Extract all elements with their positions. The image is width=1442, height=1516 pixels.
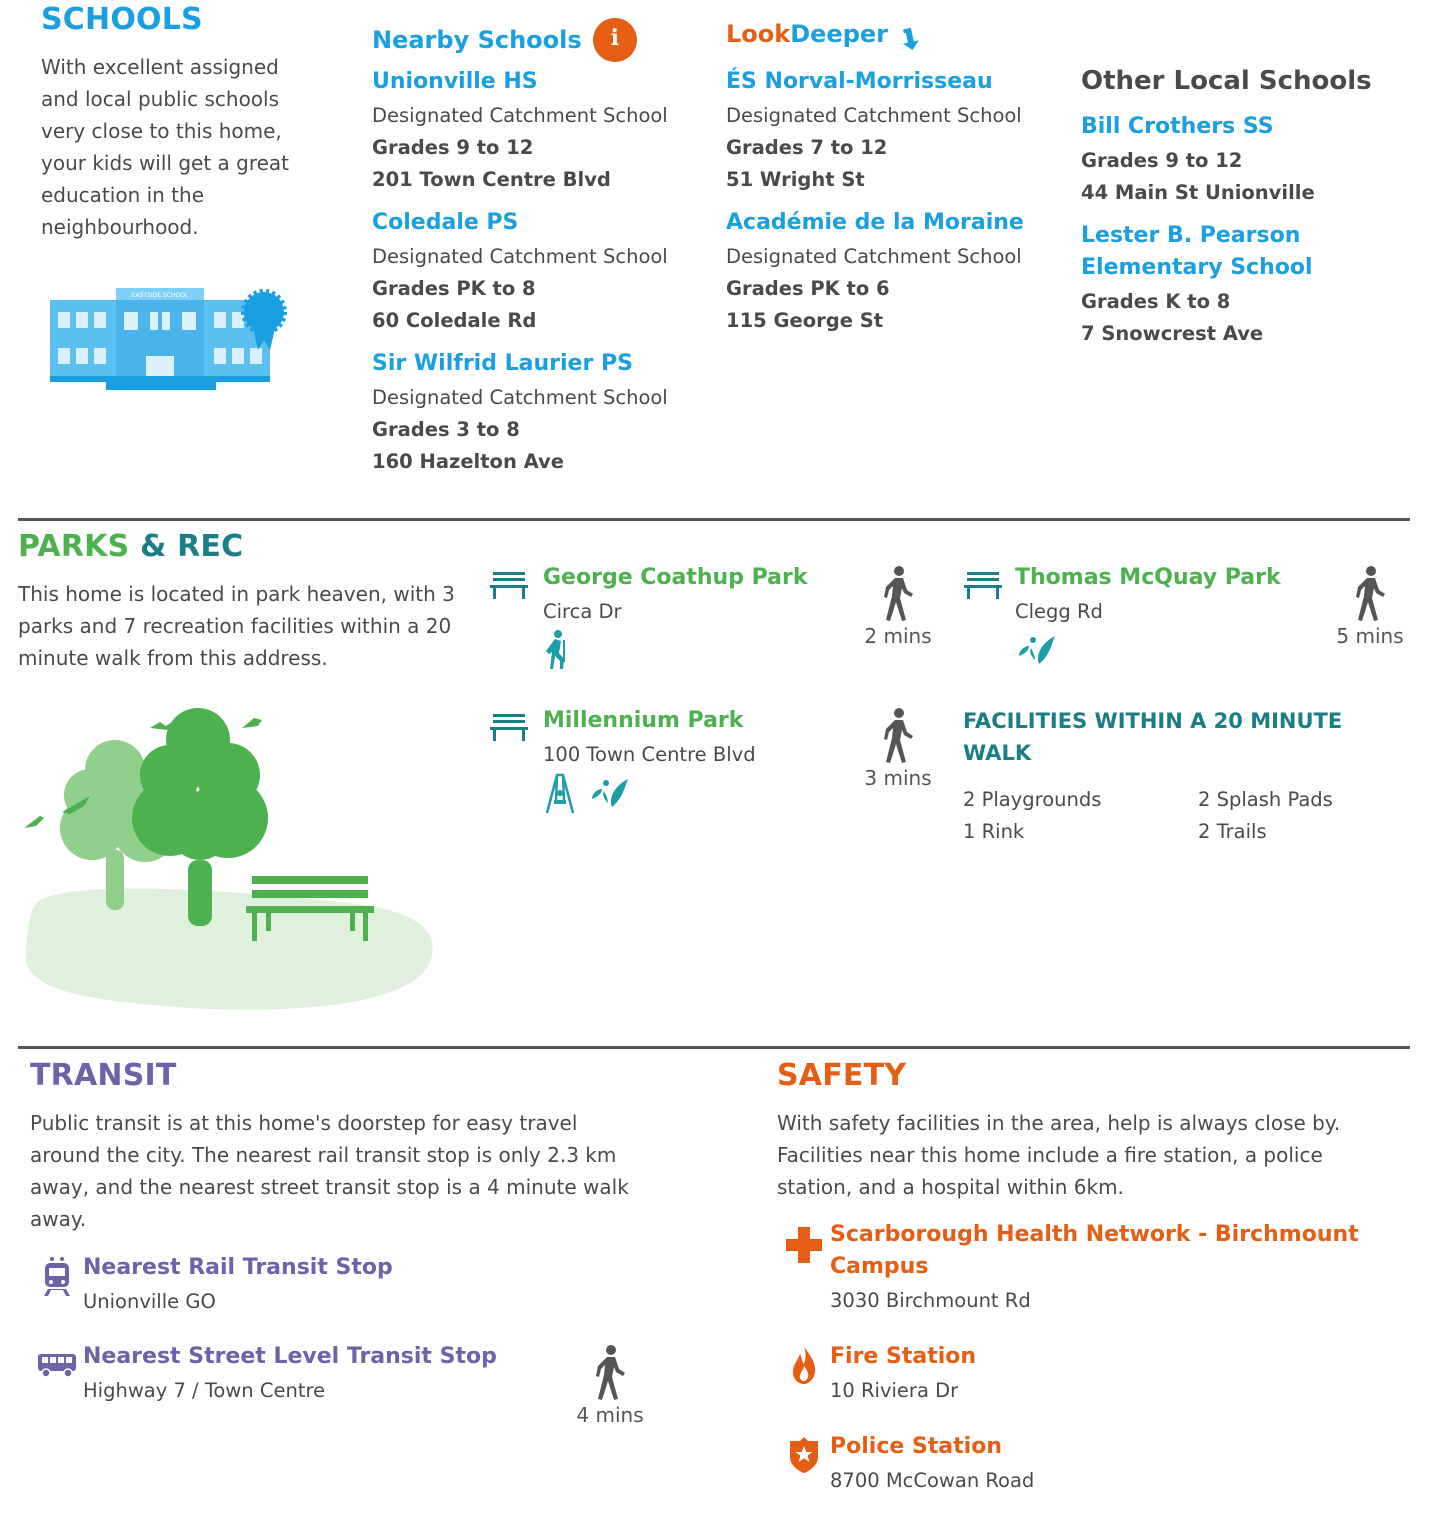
walk-minutes: 5 mins: [1336, 624, 1404, 648]
police-station-name[interactable]: Police Station: [830, 1434, 1002, 1459]
safety-title: SAFETY: [777, 1058, 907, 1093]
school-grades: Grades K to 8: [1081, 290, 1231, 313]
school-address: 160 Hazelton Ave: [372, 450, 564, 473]
splash-pad-icon: [588, 773, 632, 809]
facility-rink: 1 Rink: [963, 820, 1025, 843]
walk-time-millennium: [860, 708, 936, 790]
hiking-icon: [543, 630, 571, 670]
walking-person-icon: [881, 566, 915, 622]
safety-police-station[interactable]: [830, 1431, 1034, 1497]
fire-station-name[interactable]: Fire Station: [830, 1344, 977, 1369]
transit-intro: Public transit is at this home's doorstep for easy travel around the city. The nearest rail transit stop is only 2.3 km away, and the nearest street transit stop is a 4 minute walk away.: [30, 1111, 629, 1231]
school-address: 60 Coledale Rd: [372, 309, 537, 332]
park-street: Circa Dr: [543, 600, 622, 623]
fire-icon: [790, 1344, 818, 1386]
school-building-illustration: [46, 278, 290, 398]
walk-minutes: 2 mins: [864, 624, 932, 648]
playground-swing-icon: [543, 773, 577, 815]
lookdeeper-header[interactable]: [726, 20, 923, 52]
nearby-school-coledale[interactable]: [372, 207, 668, 337]
lookdeeper-deeper: Deeper: [790, 20, 889, 48]
school-name[interactable]: ÉS Norval-Morrisseau: [726, 69, 993, 94]
rail-transit-stop[interactable]: [83, 1252, 393, 1318]
other-school-bill-crothers[interactable]: [1081, 111, 1315, 209]
lookdeeper-school-moraine[interactable]: [726, 207, 1024, 337]
school-address: 115 George St: [726, 309, 884, 332]
arrow-down-icon: [901, 24, 923, 52]
walk-time-george-coathup: [860, 566, 936, 648]
police-station-address: 8700 McCowan Road: [830, 1469, 1035, 1492]
hospital-name-line2[interactable]: Campus: [830, 1254, 929, 1279]
school-type: Designated Catchment School: [726, 104, 1022, 127]
info-icon[interactable]: i: [593, 18, 637, 62]
park-bench-icon: [490, 570, 528, 600]
facilities-heading: FACILITIES WITHIN A 20 MINUTE WALK: [963, 709, 1343, 765]
walking-person-icon: [593, 1345, 627, 1401]
school-type: Designated Catchment School: [372, 245, 668, 268]
street-transit-stop[interactable]: [83, 1341, 497, 1407]
street-transit-label[interactable]: Nearest Street Level Transit Stop: [83, 1344, 497, 1369]
school-grades: Grades 7 to 12: [726, 136, 888, 159]
school-name[interactable]: Académie de la Moraine: [726, 210, 1024, 235]
park-name[interactable]: George Coathup Park: [543, 565, 808, 590]
section-divider: [18, 518, 1410, 521]
park-thomas-mcquay[interactable]: [1015, 562, 1281, 666]
park-illustration: [20, 700, 440, 1018]
walk-minutes: 3 mins: [864, 766, 932, 790]
splash-pad-icon: [1015, 630, 1059, 666]
safety-intro: With safety facilities in the area, help is always close by. Facilities near this home include a fire station, a police station, and a hospital within 6km.: [777, 1111, 1341, 1199]
walk-time-street-transit: [572, 1345, 648, 1427]
parks-intro: This home is located in park heaven, with 3 parks and 7 recreation facilities within a 20 minute walk from this address.: [18, 582, 455, 670]
nearby-schools-heading: Nearby Schools: [372, 26, 582, 54]
nearby-schools-header: [372, 18, 637, 62]
hospital-address: 3030 Birchmount Rd: [830, 1289, 1031, 1312]
lookdeeper-school-norval[interactable]: [726, 66, 1022, 196]
school-address: 201 Town Centre Blvd: [372, 168, 611, 191]
other-school-lester-pearson[interactable]: [1081, 220, 1313, 350]
school-address: 7 Snowcrest Ave: [1081, 322, 1264, 345]
park-george-coathup[interactable]: [543, 562, 807, 670]
building-sign-text: EASTSIDE SCHOOL: [131, 292, 189, 299]
school-name-line1[interactable]: Lester B. Pearson: [1081, 223, 1301, 248]
schools-intro: With excellent assigned and local public schools very close to this home, your kids will get a great education in the neighbourhood.: [41, 55, 290, 239]
school-name[interactable]: Bill Crothers SS: [1081, 114, 1274, 139]
walking-person-icon: [881, 708, 915, 764]
train-icon: [42, 1257, 72, 1297]
safety-fire-station[interactable]: [830, 1341, 976, 1407]
school-type: Designated Catchment School: [726, 245, 1022, 268]
facility-playgrounds: 2 Playgrounds: [963, 788, 1102, 811]
nearby-school-unionville[interactable]: [372, 66, 668, 196]
section-divider: [18, 1046, 1410, 1049]
school-name[interactable]: Unionville HS: [372, 69, 538, 94]
school-name[interactable]: Sir Wilfrid Laurier PS: [372, 351, 633, 376]
park-name[interactable]: Thomas McQuay Park: [1015, 565, 1281, 590]
park-street: Clegg Rd: [1015, 600, 1103, 623]
park-name[interactable]: Millennium Park: [543, 708, 744, 733]
park-bench-icon: [964, 570, 1002, 600]
school-address: 44 Main St Unionville: [1081, 181, 1315, 204]
school-name-line2[interactable]: Elementary School: [1081, 255, 1313, 280]
school-grades: Grades 9 to 12: [1081, 149, 1243, 172]
park-millennium[interactable]: [543, 705, 756, 815]
school-name[interactable]: Coledale PS: [372, 210, 519, 235]
street-transit-stop-name: Highway 7 / Town Centre: [83, 1379, 326, 1402]
school-grades: Grades 9 to 12: [372, 136, 534, 159]
facility-splash-pads: 2 Splash Pads: [1198, 788, 1333, 811]
nearby-school-sir-wilfrid[interactable]: [372, 348, 668, 478]
park-bench-icon: [490, 712, 528, 742]
rail-transit-label[interactable]: Nearest Rail Transit Stop: [83, 1255, 393, 1280]
school-grades: Grades 3 to 8: [372, 418, 520, 441]
transit-title: TRANSIT: [30, 1058, 177, 1093]
lookdeeper-look: Look: [726, 20, 791, 48]
walking-person-icon: [1353, 566, 1387, 622]
school-address: 51 Wright St: [726, 168, 865, 191]
fire-station-address: 10 Riviera Dr: [830, 1379, 959, 1402]
hospital-cross-icon: [784, 1225, 824, 1265]
safety-hospital[interactable]: [830, 1219, 1359, 1317]
school-type: Designated Catchment School: [372, 104, 668, 127]
park-street: 100 Town Centre Blvd: [543, 743, 756, 766]
schools-title: SCHOOLS: [41, 2, 203, 37]
other-schools-heading: Other Local Schools: [1081, 66, 1372, 96]
school-grades: Grades PK to 6: [726, 277, 890, 300]
walk-minutes: 4 mins: [576, 1403, 644, 1427]
parks-title: PARKS & REC: [18, 529, 244, 564]
bus-icon: [37, 1352, 77, 1378]
hospital-name-line1[interactable]: Scarborough Health Network - Birchmount: [830, 1222, 1359, 1247]
park-amenity-icons: [543, 773, 756, 815]
walk-time-thomas-mcquay: [1332, 566, 1408, 648]
police-badge-icon: [788, 1435, 820, 1475]
school-type: Designated Catchment School: [372, 386, 668, 409]
facility-trails: 2 Trails: [1198, 820, 1267, 843]
rail-transit-stop-name: Unionville GO: [83, 1290, 216, 1313]
school-grades: Grades PK to 8: [372, 277, 536, 300]
